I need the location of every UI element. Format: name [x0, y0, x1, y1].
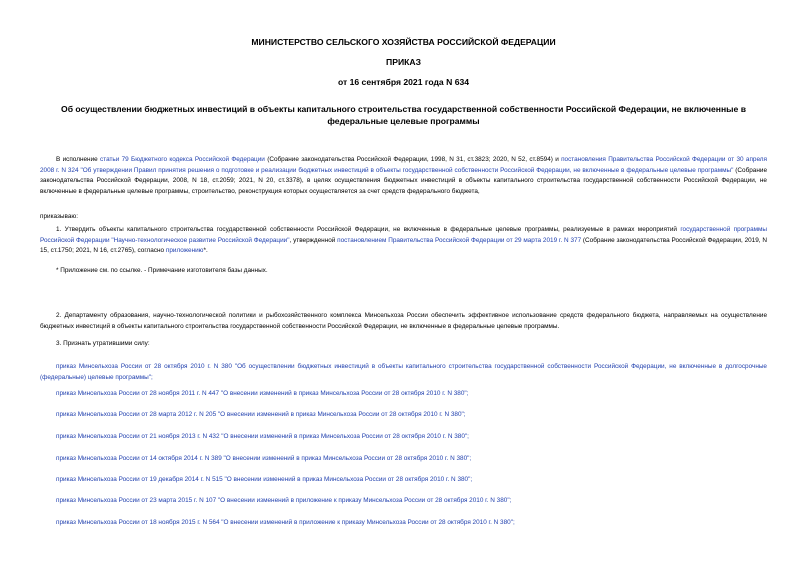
item-1-text-4: *.	[203, 247, 208, 255]
item-3-paragraph: 3. Признать утратившими силу:	[56, 340, 150, 347]
appendix-link[interactable]: приложению	[165, 247, 204, 255]
government-decree-324-link[interactable]: постановления Правительства Российской Федерации от 30 апреля 2008 г. N 324 "Об утверждении Правил принятия решения о подготовке и реализации бюджетных инвестиций в объекты государственной собственности Российской Федерации, не включенные в федеральные целевые программы"	[40, 156, 767, 174]
item-2-paragraph: 2. Департаменту образования, научно-технологической политики и рыбохозяйственного комплекса Минсельхоза России обеспечить эффективное использование средств федерального бюджета, направляемых на осуществление бюджетных инвестиций в объекты капитального строительства государственной собственности Российской Федерации, не включенные в федеральные целевые программы.	[40, 312, 767, 330]
intro-paragraph	[40, 155, 767, 197]
repealed-order-link[interactable]: приказ Минсельхоза России от 28 октября 2010 г. N 380 "Об осуществлении бюджетных инвестиций в объекты капитального строительства государственной собственности Российской Федерации, не включенные в долгосрочные (федеральные) целевые программы";	[40, 363, 767, 381]
government-decree-377-link[interactable]: постановлением Правительства Российской Федерации от 29 марта 2019 г. N 377	[337, 236, 582, 244]
repealed-order-link[interactable]: приказ Минсельхоза России от 21 ноября 2013 г. N 432 "О внесении изменений в приказ Минсельхоза России от 28 октября 2010 г. N 380";	[56, 433, 469, 440]
item-1-text-1: 1. Утвердить объекты капитального строительства государственной собственности Российской Федерации, не включенные в федеральные целевые программы, реализуемые в рамках мероприятий	[56, 226, 681, 233]
repealed-order-link[interactable]: приказ Минсельхоза России от 28 марта 2012 г. N 205 "О внесении изменений в приказ Минсельхоза России от 28 октября 2010 г. N 380";	[56, 411, 466, 418]
repealed-order-link[interactable]: приказ Минсельхоза России от 14 октября 2014 г. N 389 "О внесении изменений в приказ Минсельхоза России от 28 октября 2010 г. N 380";	[56, 455, 472, 462]
item-1-paragraph	[40, 225, 767, 257]
repealed-order-link[interactable]: приказ Минсельхоза России от 23 марта 2015 г. N 107 "О внесении изменений в приложение к приказу Минсельхоза России от 28 октября 2010 г. N 380";	[56, 497, 512, 504]
date-number-heading: от 16 сентября 2021 года N 634	[337, 77, 470, 87]
item-1-text-2: , утвержденной	[289, 236, 338, 244]
doc-type-heading: ПРИКАЗ	[386, 57, 421, 67]
repealed-order-link[interactable]: приказ Минсельхоза России от 18 ноября 2015 г. N 564 "О внесении изменений в приложение к приказу Минсельхоза России от 28 октября 2010 г. N 380";	[56, 519, 515, 526]
intro-text-1: В исполнение	[56, 156, 101, 163]
ministry-heading: МИНИСТЕРСТВО СЕЛЬСКОГО ХОЗЯЙСТВА РОССИЙСКОЙ ФЕДЕРАЦИИ	[251, 37, 556, 47]
repealed-order-link[interactable]: приказ Минсельхоза России от 28 ноября 2011 г. N 447 "О внесении изменений в приказ Минсельхоза России от 28 октября 2010 г. N 380";	[56, 390, 469, 397]
item-1-text-3: (Собрание законодательства Российской Федерации, 2019, N 15, ст.1750; 2021, N 16, ст.2765), согласно	[40, 236, 767, 255]
intro-text-2: (Собрание законодательства Российской Федерации, 1998, N 31, ст.3823; 2020, N 52, ст.8594) и	[264, 156, 562, 163]
intro-text-3: (Собрание законодательства Российской Федерации, 2008, N 18, ст.2059; 2021, N 20, ст.3378), в целях осуществления бюджетных инвестиций в объекты капитального строительства государственной собственности Российской Федерации, не включенные в федеральные целевые программы, строительство, реконструкция которых осуществляется за счет средств федерального бюджета,	[40, 166, 767, 195]
footnote: * Приложение см. по ссылке. - Примечание изготовителя базы данных.	[56, 267, 268, 274]
budget-code-link[interactable]: статьи 79 Бюджетного кодекса Российской Федерации	[100, 156, 265, 163]
repealed-order-link[interactable]: приказ Минсельхоза России от 19 декабря 2014 г. N 515 "О внесении изменений в приказ Минсельхоза России от 28 октября 2010 г. N 380";	[56, 476, 473, 483]
order-word: приказываю:	[40, 213, 78, 220]
document-title: Об осуществлении бюджетных инвестиций в объекты капитального строительства государственной собственности Российской Федерации, не включенные в федеральные целевые программы	[61, 104, 746, 126]
state-program-link[interactable]: государственной программы Российской Федерации "Научно-технологическое развитие Российской Федерации"	[40, 226, 767, 244]
